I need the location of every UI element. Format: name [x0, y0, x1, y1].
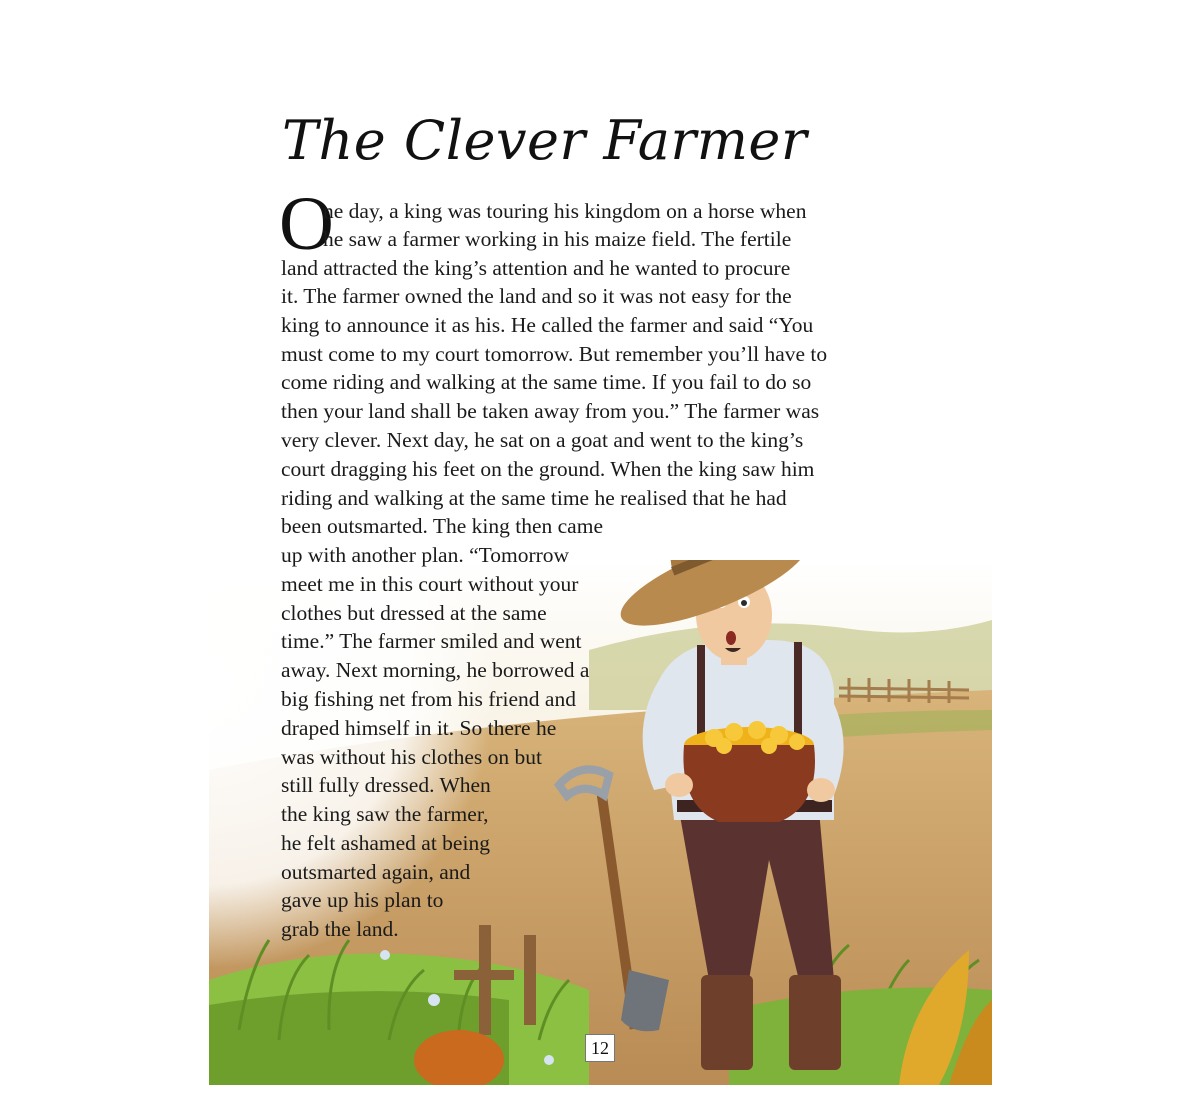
- story-line: gave up his plan to: [281, 888, 444, 912]
- story-line: grab the land.: [281, 917, 399, 941]
- story-line: away. Next morning, he borrowed a: [281, 658, 590, 682]
- story-line: big fishing net from his friend and: [281, 687, 576, 711]
- story-line: still fully dressed. When: [281, 773, 491, 797]
- story-line: been outsmarted. The king then came: [281, 514, 603, 538]
- story-line: the king saw the farmer,: [281, 802, 489, 826]
- story-line: clothes but dressed at the same: [281, 601, 547, 625]
- story-line: king to announce it as his. He called the farmer and said “You: [281, 313, 814, 337]
- story-line: then your land shall be taken away from you.” The farmer was: [281, 399, 820, 423]
- story-line: up with another plan. “Tomorrow: [281, 543, 570, 567]
- story-line: riding and walking at the same time he realised that he had: [281, 486, 787, 510]
- story-line: time.” The farmer smiled and went: [281, 629, 582, 653]
- story-line: outsmarted again, and: [281, 860, 471, 884]
- story-line: very clever. Next day, he sat on a goat and went to the king’s: [281, 428, 804, 452]
- story-line: court dragging his feet on the ground. When the king saw him: [281, 457, 815, 481]
- story-line: ne day, a king was touring his kingdom on a horse when: [323, 199, 807, 223]
- story-line: come riding and walking at the same time. If you fail to do so: [281, 370, 812, 394]
- page-title: The Clever Farmer: [282, 109, 808, 172]
- story-line: meet me in this court without your: [281, 572, 579, 596]
- story-line: he saw a farmer working in his maize field. The fertile: [323, 227, 792, 251]
- page-number: 12: [585, 1034, 615, 1062]
- story-line: it. The farmer owned the land and so it was not easy for the: [281, 284, 792, 308]
- drop-cap: O: [279, 182, 334, 266]
- story-line: draped himself in it. So there he: [281, 716, 557, 740]
- story-line: land attracted the king’s attention and he wanted to procure: [281, 256, 791, 280]
- gold-pot-icon: [683, 745, 815, 822]
- story-line: he felt ashamed at being: [281, 831, 490, 855]
- story-line: was without his clothes on but: [281, 745, 542, 769]
- story-line: must come to my court tomorrow. But remember you’ll have to: [281, 342, 828, 366]
